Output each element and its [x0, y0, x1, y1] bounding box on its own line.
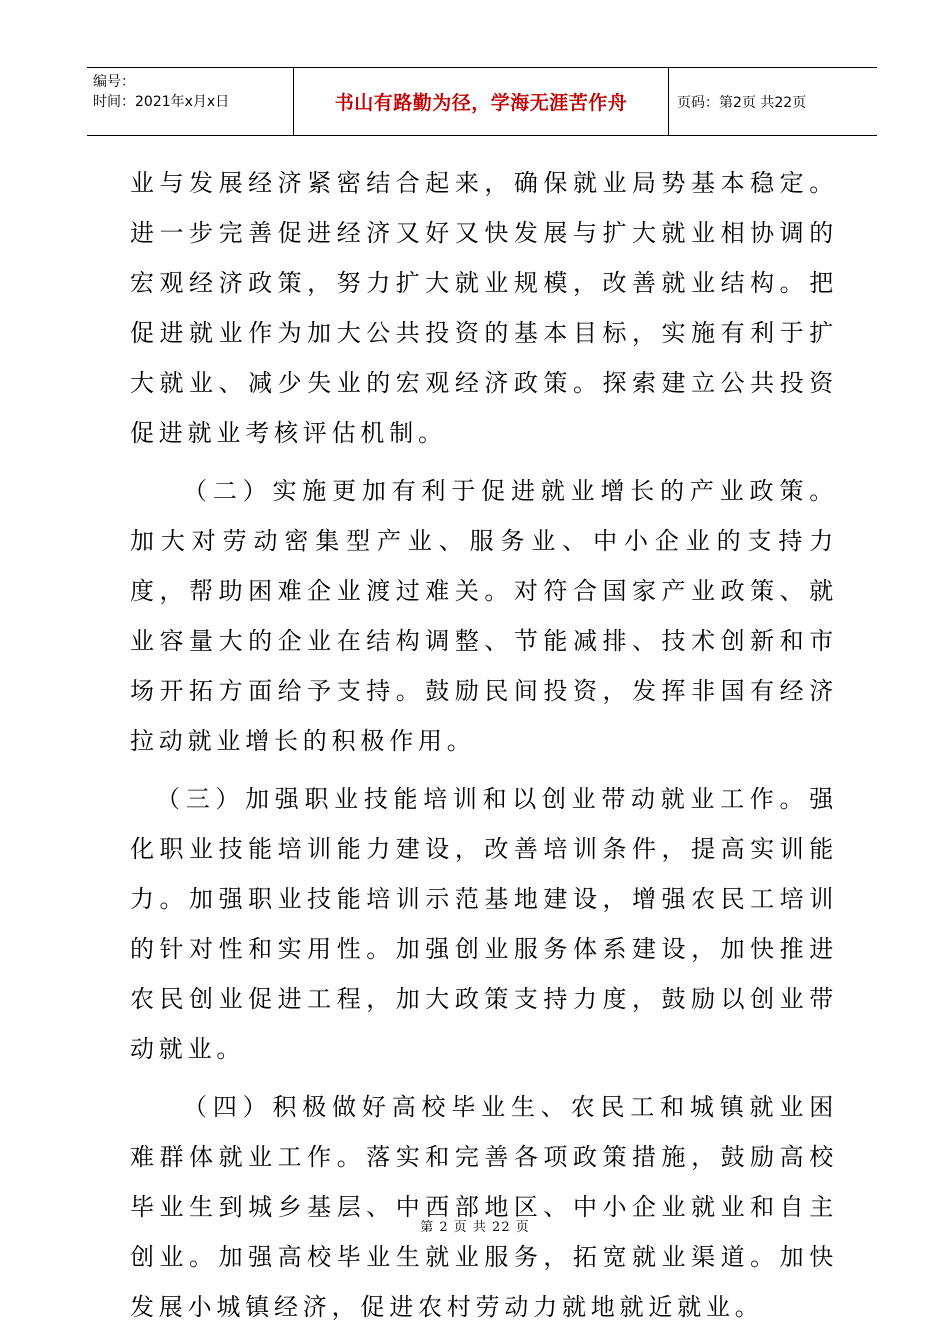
document-body [130, 158, 838, 1340]
header-meta [87, 68, 294, 136]
document-time: 时间：2021年x月x日 [93, 94, 230, 110]
paragraph-section-4: （四）积极做好高校毕业生、农民工和城镇就业困难群体就业工作。落实和完善各项政策措施，鼓励高校毕业生到城乡基层、中西部地区、中小企业就业和自主创业。加强高校毕业生就业服务，拓宽就业渠道。加快发展小城镇经济，促进农村劳动力就地就近就业。 [130, 1093, 838, 1321]
header-motto: 书山有路勤为径，学海无涯苦作舟 [294, 68, 669, 136]
document-number: 编号： [93, 74, 135, 90]
paragraph-section-3: （三）加强职业技能培训和以创业带动就业工作。强化职业技能培训能力建设，改善培训条件，提高实训能力。加强职业技能培训示范基地建设，增强农民工培训的针对性和实用性。加强创业服务体系建设，加快推进农民创业促进工程，加大政策支持力度，鼓励以创业带动就业。 [130, 785, 838, 1063]
paragraph-section-2: （二）实施更加有利于促进就业增长的产业政策。加大对劳动密集型产业、服务业、中小企业的支持力度，帮助困难企业渡过难关。对符合国家产业政策、就业容量大的企业在结构调整、节能减排、技术创新和市场开拓方面给予支持。鼓励民间投资，发挥非国有经济拉动就业增长的积极作用。 [130, 477, 838, 755]
paragraph-continuation: 业与发展经济紧密结合起来，确保就业局势基本稳定。进一步完善促进经济又好又快发展与扩大就业相协调的宏观经济政策，努力扩大就业规模，改善就业结构。把促进就业作为加大公共投资的基本目标，实施有利于扩大就业、减少失业的宏观经济政策。探索建立公共投资促进就业考核评估机制。 [130, 169, 838, 447]
header-page-number: 页码：第2页 共22页 [669, 68, 878, 136]
page-footer: 第 2 页 共 22 页 [420, 1220, 530, 1235]
document-header [87, 67, 877, 136]
